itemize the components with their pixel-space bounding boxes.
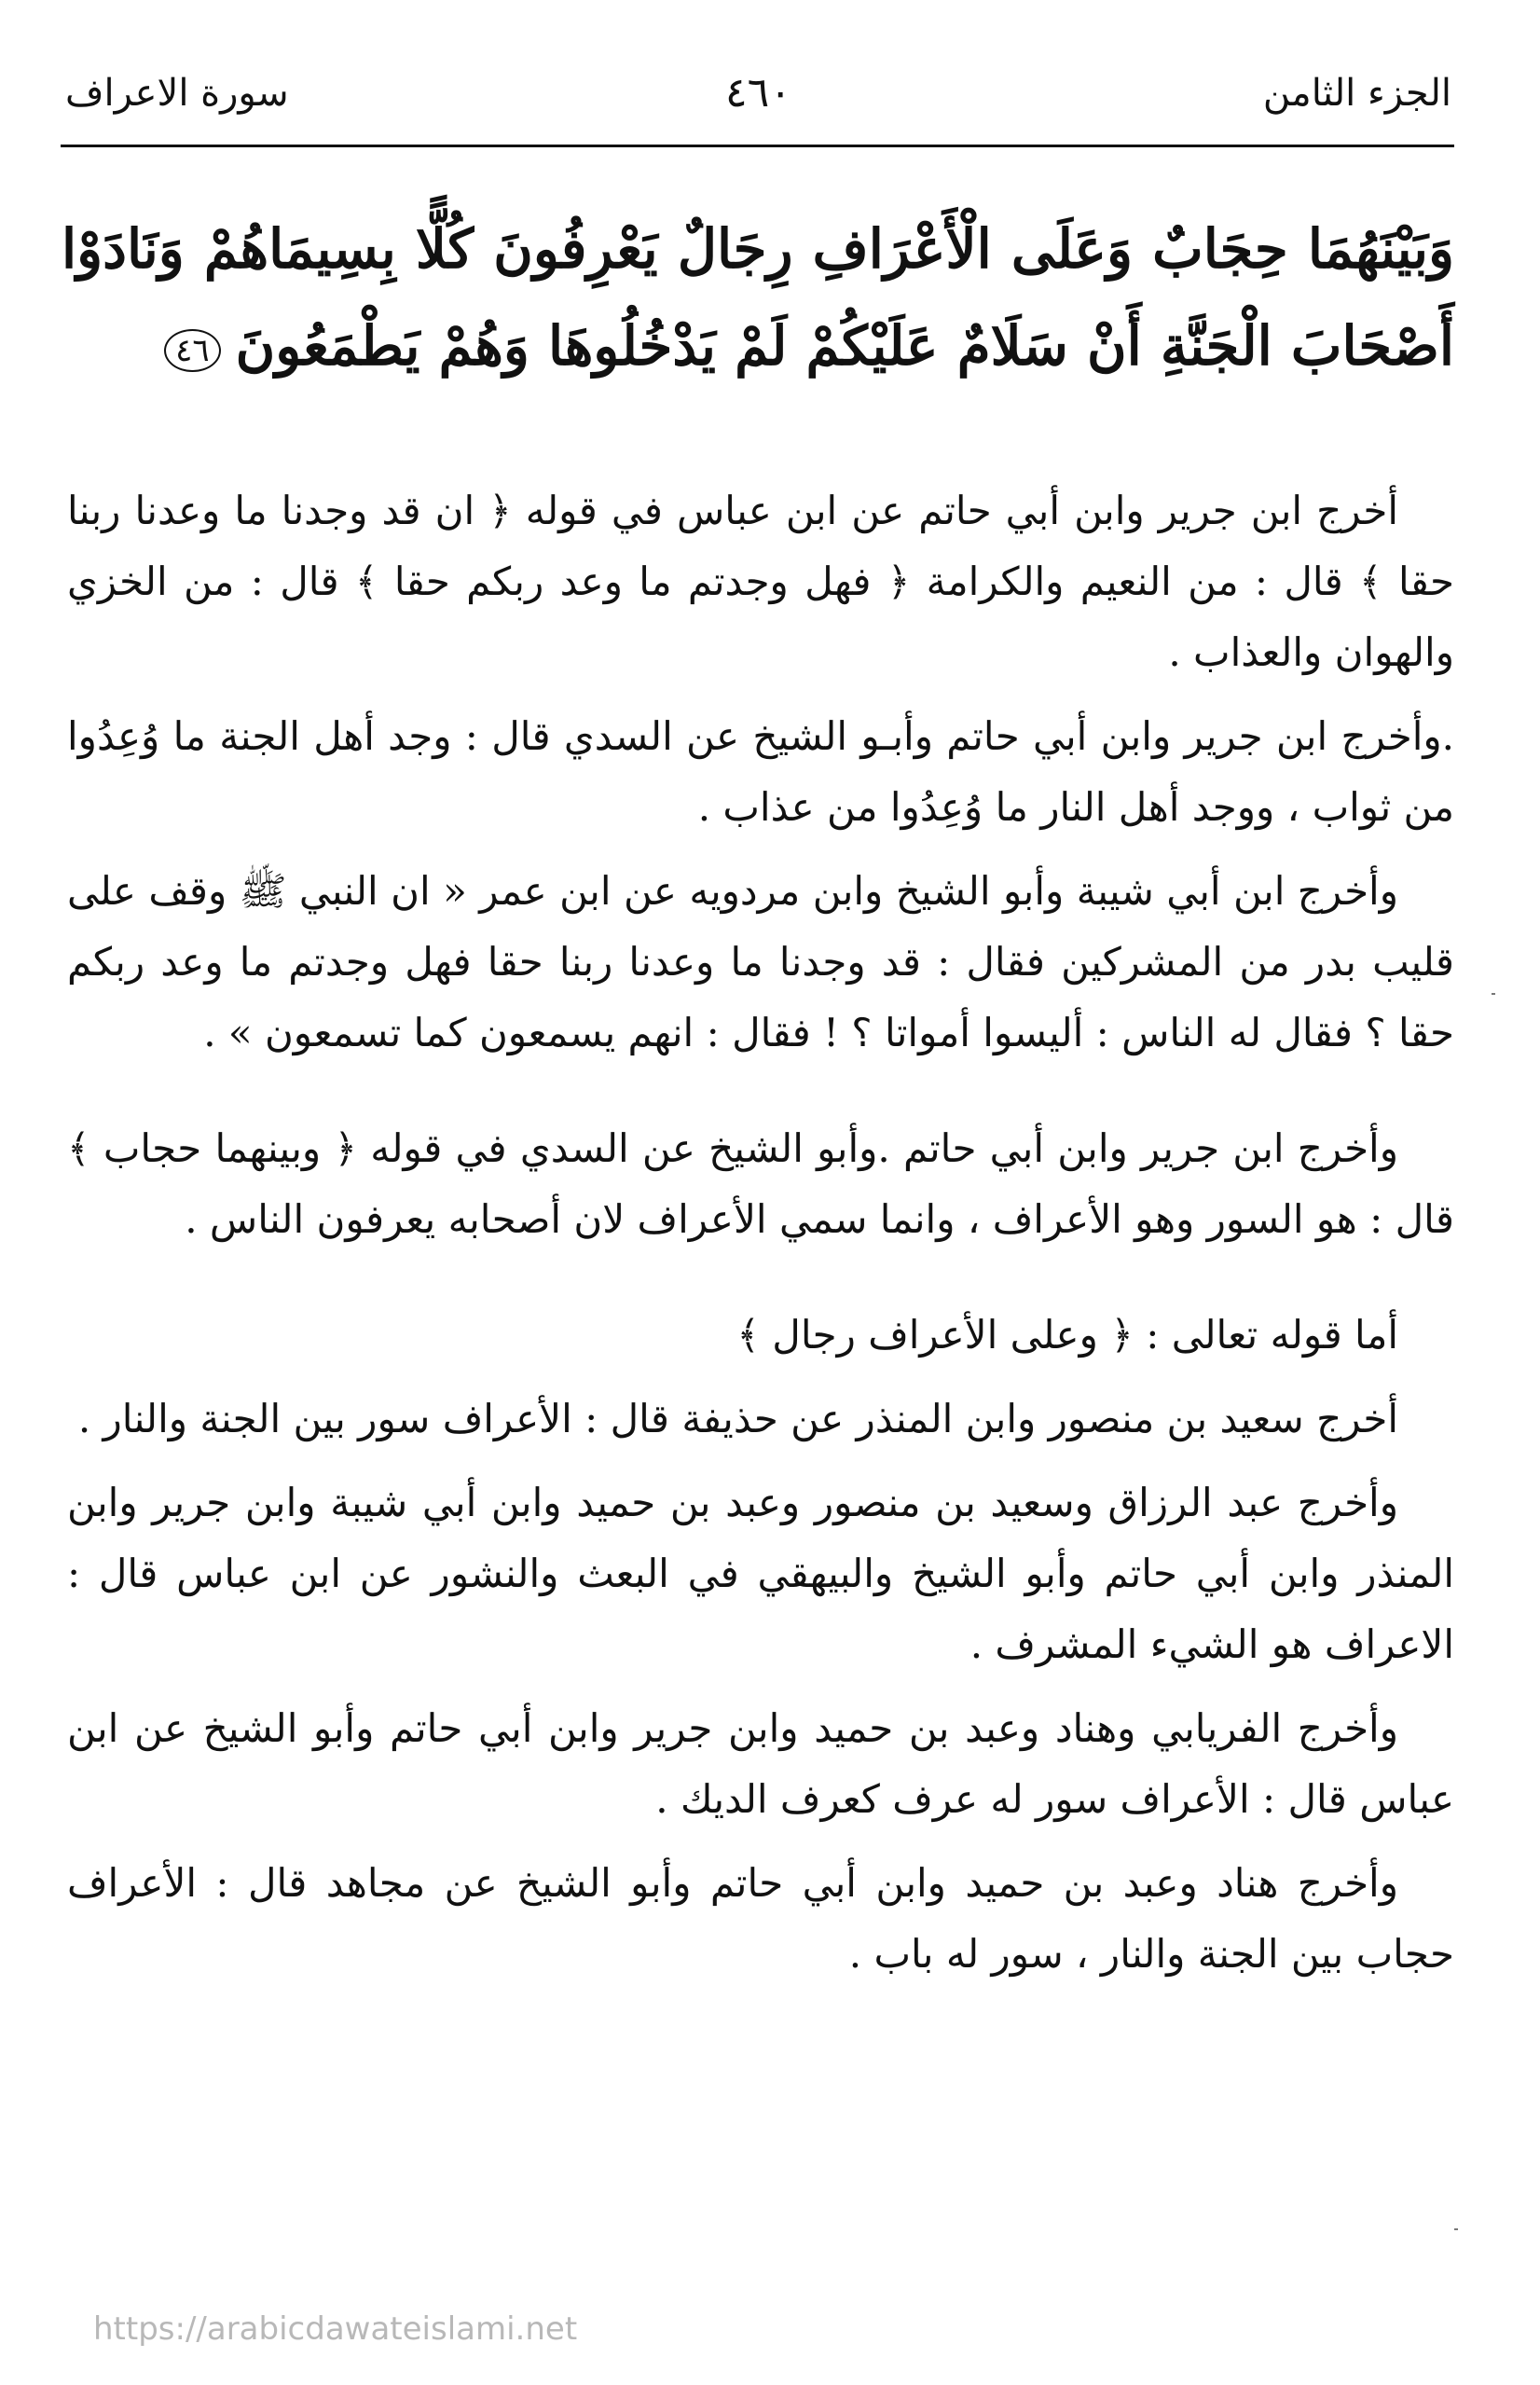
watermark-url: https://arabicdawateislami.net (93, 2310, 578, 2348)
paragraph: .وأخرج ابن جرير وابن أبي حاتم وأبـو الشيخ عن السدي قال : وجد أهل الجنة ما وُعِدُوا من ثواب ، ووجد أهل النار ما وُعِدُوا من عذاب . (67, 713, 1454, 830)
page-number: ٤٦٠ (725, 69, 791, 117)
part-title: الجزء الثامن (1262, 72, 1451, 115)
verse-text: وَبَيْنَهُمَا حِجَابٌ وَعَلَى الْأَعْرَافِ رِجَالٌ يَعْرِفُونَ كُلًّا بِسِيمَاهُمْ وَنَادَوْا أَصْحَابَ الْجَنَّةِ أَنْ سَلَامٌ عَلَيْكُمْ لَمْ يَدْخُلُوهَا وَهُمْ يَطْمَعُونَ (62, 217, 1454, 378)
paragraph: وأخرج ابن جرير وابن أبي حاتم .وأبو الشيخ عن السدي في قوله ﴿ وبينهما حجاب ﴾ قال : هو السور وهو الأعراف ، وانما سمي الأعراف لان أصحابه يعرفون الناس . (67, 1125, 1454, 1242)
scan-speck (1492, 993, 1495, 995)
commentary-body (67, 476, 1454, 2003)
page-header (65, 54, 1451, 147)
surah-title: سورة الاعراف (65, 72, 289, 115)
paragraph: وأخرج هناد وعبد بن حميد وابن أبي حاتم وأبو الشيخ عن مجاهد قال : الأعراف حجاب بين الجنة والنار ، سور له باب . (67, 1860, 1454, 1977)
paragraph: وأخرج الفريابي وهناد وعبد بن حميد وابن جرير وابن أبي حاتم وأبو الشيخ عن ابن عباس قال : الأعراف سور له عرف كعرف الديك . (67, 1705, 1454, 1822)
paragraph: أخرج سعيد بن منصور وابن المنذر عن حذيفة قال : الأعراف سور بين الجنة والنار . (77, 1396, 1398, 1441)
paragraph: وأخرج ابن أبي شيبة وأبو الشيخ وابن مردويه عن ابن عمر « ان النبي ﷺ وقف على قليب بدر من المشركين فقال : قد وجدنا ما وعدنا ربنا حقا فهل وجدتم ما وعد ربكم حقا ؟ فقال له الناس : أليسوا أمواتا ؟ ! فقال : انهم يسمعون كما تسمعون » . (67, 868, 1454, 1055)
scan-speck (1454, 2228, 1458, 2230)
paragraph: أخرج ابن جرير وابن أبي حاتم عن ابن عباس في قوله ﴿ ان قد وجدنا ما وعدنا ربنا حقا ﴾ قال : من النعيم والكرامة ﴿ فهل وجدتم ما وعد ربكم حقا ﴾ قال : من الخزي والهوان والعذاب . (67, 488, 1454, 675)
section-heading: أما قوله تعالى : ﴿ وعلى الأعراف رجال ﴾ (736, 1312, 1398, 1358)
verse-number-marker: ٤٦ (164, 329, 221, 372)
quran-verse (62, 200, 1454, 394)
header-divider (61, 145, 1454, 147)
paragraph: وأخرج عبد الرزاق وسعيد بن منصور وعبد بن حميد وابن أبي شيبة وابن جرير وابن المنذر وابن أبي حاتم وأبو الشيخ والبيهقي في البعث والنشور عن ابن عباس قال : الاعراف هو الشيء المشرف . (67, 1480, 1454, 1667)
